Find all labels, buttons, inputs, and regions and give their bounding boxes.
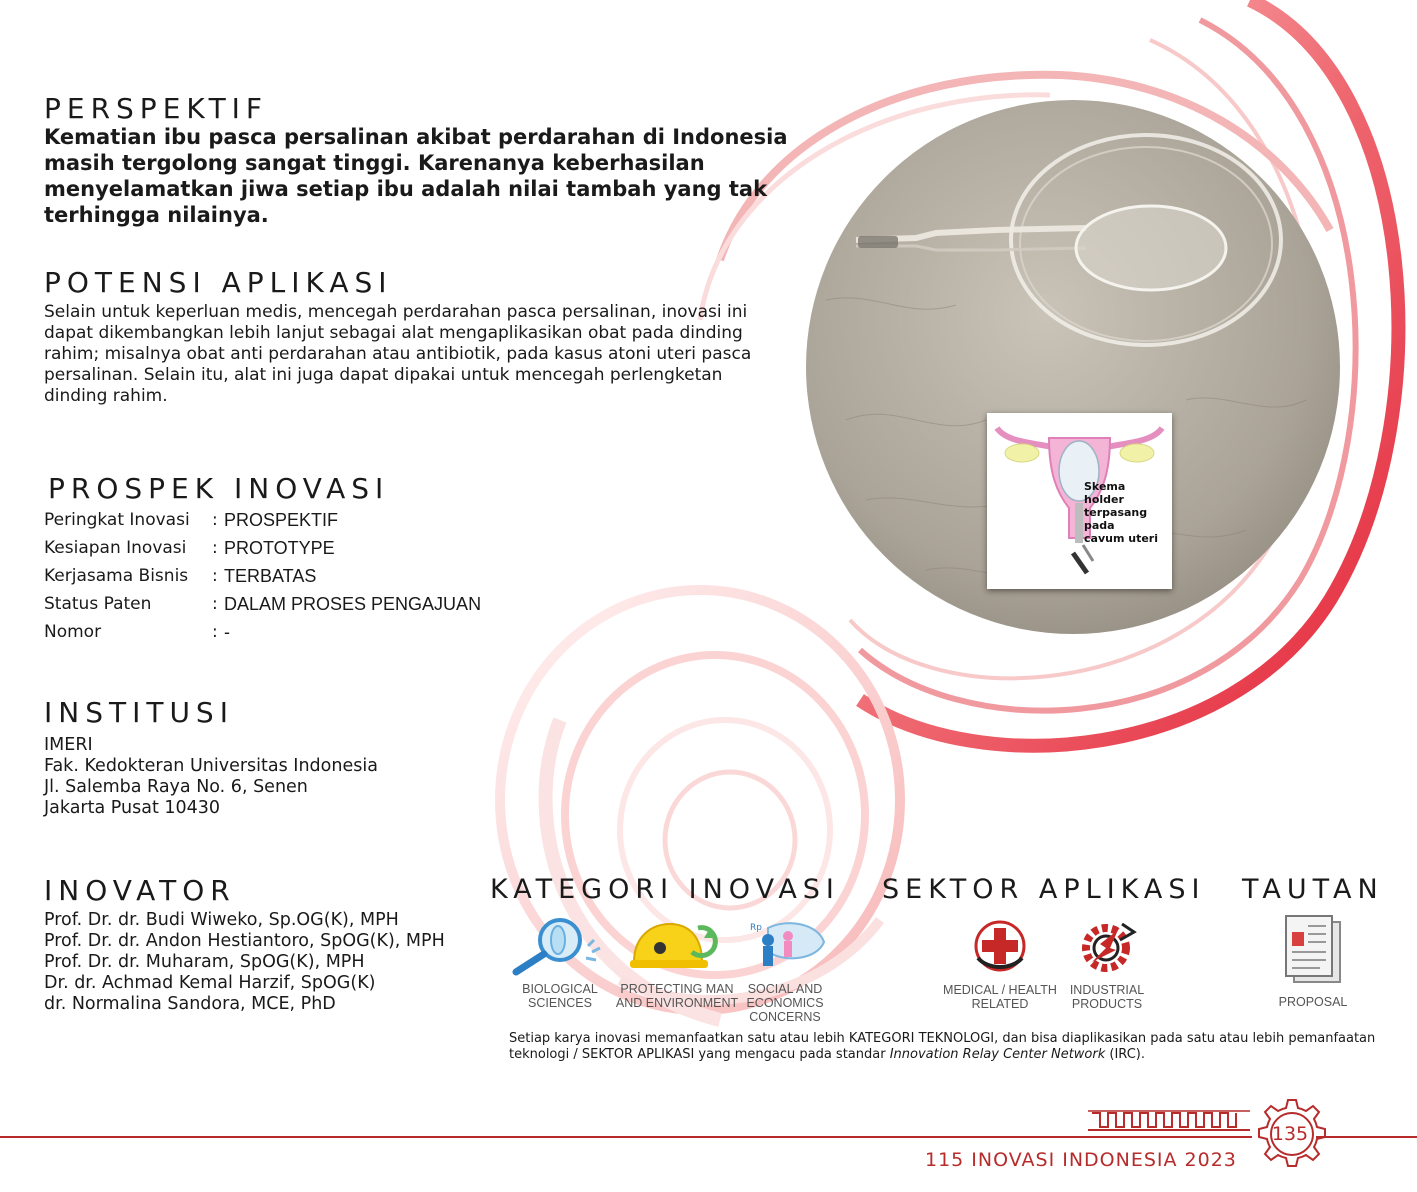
note-text: Setiap karya inovasi memanfaatkan satu atau lebih KATEGORI TEKNOLOGI, dan bisa diaplikasikan pada satu atau lebih pemanfaatan teknologi / SEKTOR APLIKASI yang mengacu pada standar (509, 1031, 1376, 1062)
kategori-label-line: SCIENCES (528, 996, 592, 1010)
schema-caption-line: terpasang (1084, 506, 1148, 519)
hardhat-recycle-icon (628, 918, 724, 976)
sektor-heading: SEKTOR APLIKASI (882, 874, 1206, 905)
tautan-heading: TAUTAN (1242, 874, 1384, 905)
prospek-colon: : (212, 594, 218, 614)
prospek-row (44, 618, 481, 646)
sektor-label (1057, 983, 1157, 1011)
prospek-label: Kesiapan Inovasi (44, 538, 187, 558)
svg-text:Rp: Rp (750, 923, 762, 933)
sektor-label-line: PRODUCTS (1071, 997, 1143, 1011)
schema-caption-line: pada (1084, 519, 1115, 532)
kategori-label-line: BIOLOGICAL (522, 982, 598, 996)
page-number: 135 (1271, 1123, 1309, 1145)
institusi-heading: INSTITUSI (44, 696, 234, 729)
sektor-label-line: INDUSTRIAL (1069, 983, 1145, 997)
prospek-row (44, 506, 481, 534)
prospek-label: Nomor (44, 622, 102, 642)
prospek-row (44, 590, 481, 618)
footer-title: 115 INOVASI INDONESIA 2023 (925, 1149, 1237, 1171)
schema-caption-line: holder (1084, 493, 1124, 506)
medical-cross-icon (972, 918, 1028, 976)
prospek-value: - (224, 621, 230, 642)
prospek-heading: PROSPEK INOVASI (48, 472, 390, 505)
inovator-name: Prof. Dr. dr. Muharam, SpOG(K), MPH (44, 952, 365, 972)
potensi-text: Selain untuk keperluan medis, mencegah perdarahan pasca persalinan, inovasi ini dapat dikembangkan lebih lanjut sebagai alat mengaplikasikan obat pada dinding rahim; misalnya obat anti perdarahan atau antibiotik, pada kasus atoni uteri pasca persalinan. Selain itu, alat ini juga dapat dipakai untuk mencegah perlengketan dinding rahim. (44, 302, 752, 406)
sektor-label-line: MEDICAL / HEALTH (943, 983, 1057, 997)
kategori-label-line: ECONOMICS (746, 996, 824, 1010)
irc-note (509, 1031, 1389, 1063)
institusi-line: Fak. Kedokteran Universitas Indonesia (44, 756, 378, 776)
industrial-gear-icon (1076, 918, 1138, 976)
institusi-address (44, 735, 378, 819)
sektor-label (940, 983, 1060, 1011)
prospek-label: Status Paten (44, 594, 152, 614)
inovator-name: Dr. dr. Achmad Kemal Harzif, SpOG(K) (44, 973, 376, 993)
perspektif-heading: PERSPEKTIF (44, 92, 269, 125)
prospek-colon: : (212, 538, 218, 558)
kategori-label-line: PROTECTING MAN (620, 982, 734, 996)
prospek-value: TERBATAS (224, 565, 317, 586)
tautan-label (1265, 995, 1361, 1009)
inovator-name: Prof. Dr. dr. Andon Hestiantoro, SpOG(K), MPH (44, 931, 445, 951)
institusi-line: IMERI (44, 735, 93, 755)
institusi-line: Jl. Salemba Raya No. 6, Senen (44, 777, 308, 797)
inovator-list (44, 910, 445, 1015)
prospek-value: PROSPEKTIF (224, 509, 339, 530)
prospek-table (44, 506, 481, 646)
kategori-label-line: CONCERNS (749, 1010, 821, 1024)
prospek-label: Peringkat Inovasi (44, 510, 190, 530)
schema-caption (1084, 480, 1174, 545)
prospek-colon: : (212, 622, 218, 642)
prospek-colon: : (212, 566, 218, 586)
kategori-heading: KATEGORI INOVASI (490, 874, 840, 905)
prospek-row (44, 562, 481, 590)
kategori-label-line: SOCIAL AND (747, 982, 823, 996)
kategori-label-line: AND ENVIRONMENT (615, 996, 739, 1010)
kategori-label (735, 982, 835, 1024)
prospek-row (44, 534, 481, 562)
schema-caption-line: cavum uteri (1084, 532, 1158, 545)
tautan-label-line: PROPOSAL (1278, 995, 1348, 1009)
schema-caption-line: Skema (1084, 480, 1126, 493)
kategori-label (612, 982, 742, 1010)
inovator-name: dr. Normalina Sandora, MCE, PhD (44, 994, 336, 1014)
institusi-line: Jakarta Pusat 10430 (44, 798, 221, 818)
kategori-label (505, 982, 615, 1010)
inovator-heading: INOVATOR (44, 874, 236, 907)
prospek-value: DALAM PROSES PENGAJUAN (224, 593, 482, 614)
inovator-name: Prof. Dr. dr. Budi Wiweko, Sp.OG(K), MPH (44, 910, 399, 930)
note-italic: Innovation Relay Center Network (889, 1047, 1106, 1062)
sektor-label-line: RELATED (971, 997, 1029, 1011)
microscope-icon (510, 918, 606, 976)
note-text-end: (IRC). (1105, 1047, 1145, 1062)
prospek-value: PROTOTYPE (224, 537, 335, 558)
document-icon[interactable] (1282, 914, 1344, 986)
perspektif-text: Kematian ibu pasca persalinan akibat perdarahan di Indonesia masih tergolong sangat tinggi. Karenanya keberhasilan menyelamatkan jiwa setiap ibu adalah nilai tambah yang tak terhingga nilainya. (44, 125, 788, 227)
economics-icon (748, 918, 828, 976)
prospek-colon: : (212, 510, 218, 530)
prospek-label: Kerjasama Bisnis (44, 566, 189, 586)
potensi-heading: POTENSI APLIKASI (44, 266, 393, 299)
